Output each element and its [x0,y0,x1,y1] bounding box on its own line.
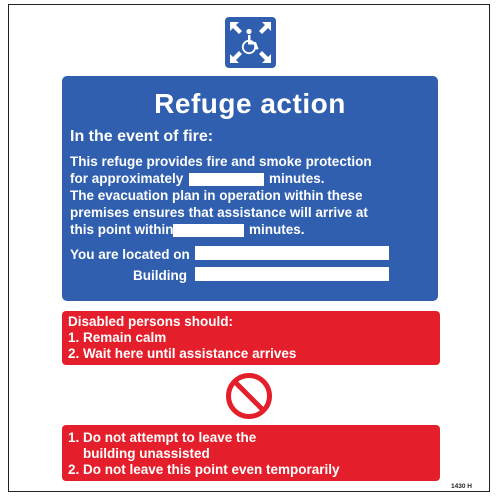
sign-title: Refuge action [154,88,346,119]
instruction-item-2: 2. Wait here until assistance arrives [68,346,297,361]
info-line-2b: minutes. [269,171,325,186]
info-line-3: The evacuation plan in operation within these [70,188,363,203]
info-line-4: premises ensures that assistance will arrive at [70,205,368,220]
located-blank [195,246,389,260]
info-line-2a: for approximately [70,171,184,186]
prohibition-icon [225,372,273,420]
building-blank [195,267,389,281]
prohibition-item-1b: building unassisted [83,446,210,461]
building-label: Building [133,268,187,283]
disabled-instructions-panel [62,311,440,365]
refuge-info-panel [62,76,438,301]
info-line-5b: minutes. [249,222,305,237]
instructions-heading: Disabled persons should: [68,314,234,329]
sign-subtitle: In the event of fire: [70,128,214,145]
info-line-5a: this point within [70,222,174,237]
prohibition-item-2: 2. Do not leave this point even temporarily [68,462,340,477]
prohibitions-panel [62,425,440,481]
located-label: You are located on [70,247,190,262]
product-code: 1430 H [451,483,472,490]
instruction-item-1: 1. Remain calm [68,330,167,345]
assembly-point-wheelchair-icon [225,17,276,68]
minutes-blank-1 [189,173,264,186]
info-line-1: This refuge provides fire and smoke protection [70,154,372,169]
minutes-blank-2 [173,224,244,237]
prohibition-item-1a: 1. Do not attempt to leave the [68,430,257,445]
